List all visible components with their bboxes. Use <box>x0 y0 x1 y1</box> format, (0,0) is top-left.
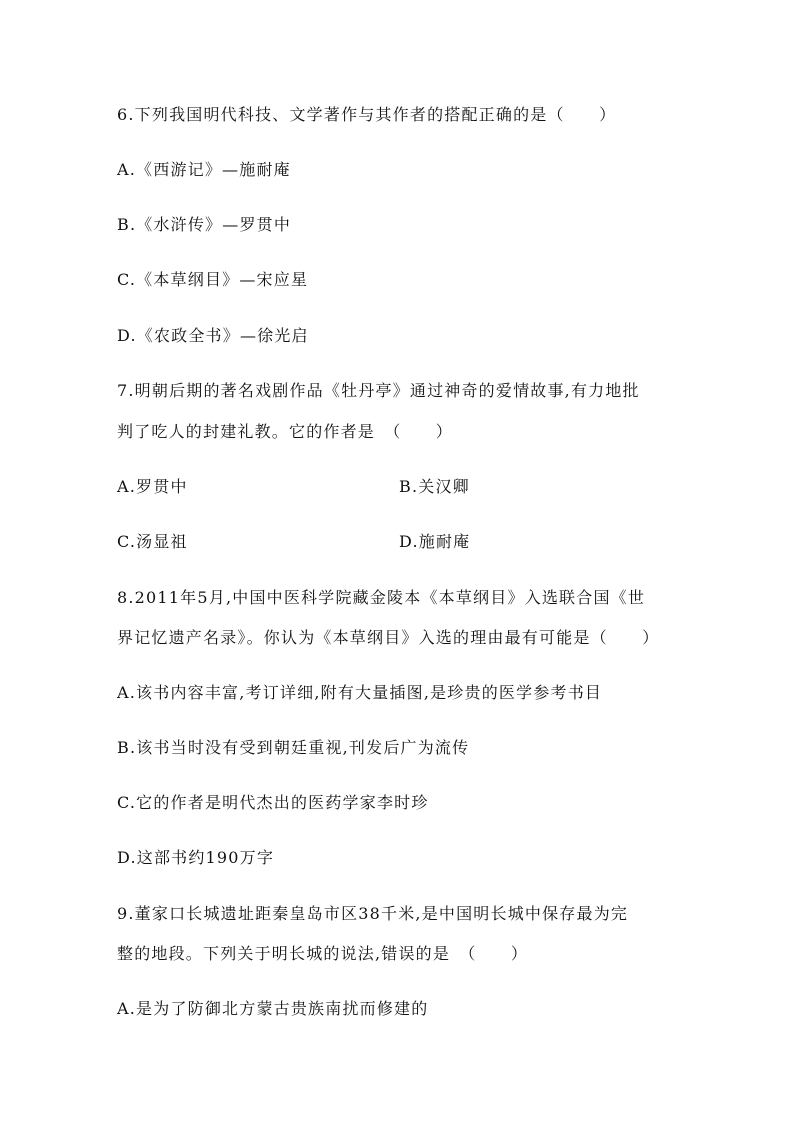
question-9-stem-line-2: 整的地段。下列关于明长城的说法,错误的是 （ ） <box>117 944 529 963</box>
question-6-option-d: D.《农政全书》—徐光启 <box>117 326 309 345</box>
question-6-option-b: B.《水浒传》—罗贯中 <box>117 215 292 234</box>
question-9-stem-line-1: 9.董家口长城遗址距秦皇岛市区38千米,是中国明长城中保存最为完 <box>117 904 629 923</box>
question-8-stem-line-1: 8.2011年5月,中国中医科学院藏金陵本《本草纲目》入选联合国《世 <box>117 588 646 607</box>
question-8-option-d: D.这部书约190万字 <box>117 848 275 867</box>
question-7-option-b: B.关汉卿 <box>399 477 470 496</box>
question-9-option-a: A.是为了防御北方蒙古贵族南扰而修建的 <box>117 999 429 1018</box>
question-7-option-a: A.罗贯中 <box>117 477 188 496</box>
question-8-stem-line-2: 界记忆遗产名录》。你认为《本草纲目》入选的理由最有可能是（ ） <box>117 628 660 647</box>
question-8-option-b: B.该书当时没有受到朝廷重视,刊发后广为流传 <box>117 738 470 757</box>
question-7-option-d: D.施耐庵 <box>399 532 471 551</box>
question-7-stem-line-1: 7.明朝后期的著名戏剧作品《牡丹亭》通过神奇的爱情故事,有力地批 <box>117 381 640 400</box>
question-6-option-c: C.《本草纲目》—宋应星 <box>117 270 309 289</box>
question-6-stem: 6.下列我国明代科技、文学著作与其作者的搭配正确的是（ ） <box>117 105 617 124</box>
question-8-option-c: C.它的作者是明代杰出的医药学家李时珍 <box>117 793 429 812</box>
question-7-option-c: C.汤显祖 <box>117 532 188 551</box>
question-8-option-a: A.该书内容丰富,考订详细,附有大量插图,是珍贵的医学参考书目 <box>117 683 603 702</box>
question-6-option-a: A.《西游记》—施耐庵 <box>117 160 291 179</box>
question-7-stem-line-2: 判了吃人的封建礼教。它的作者是 （ ） <box>117 422 454 441</box>
